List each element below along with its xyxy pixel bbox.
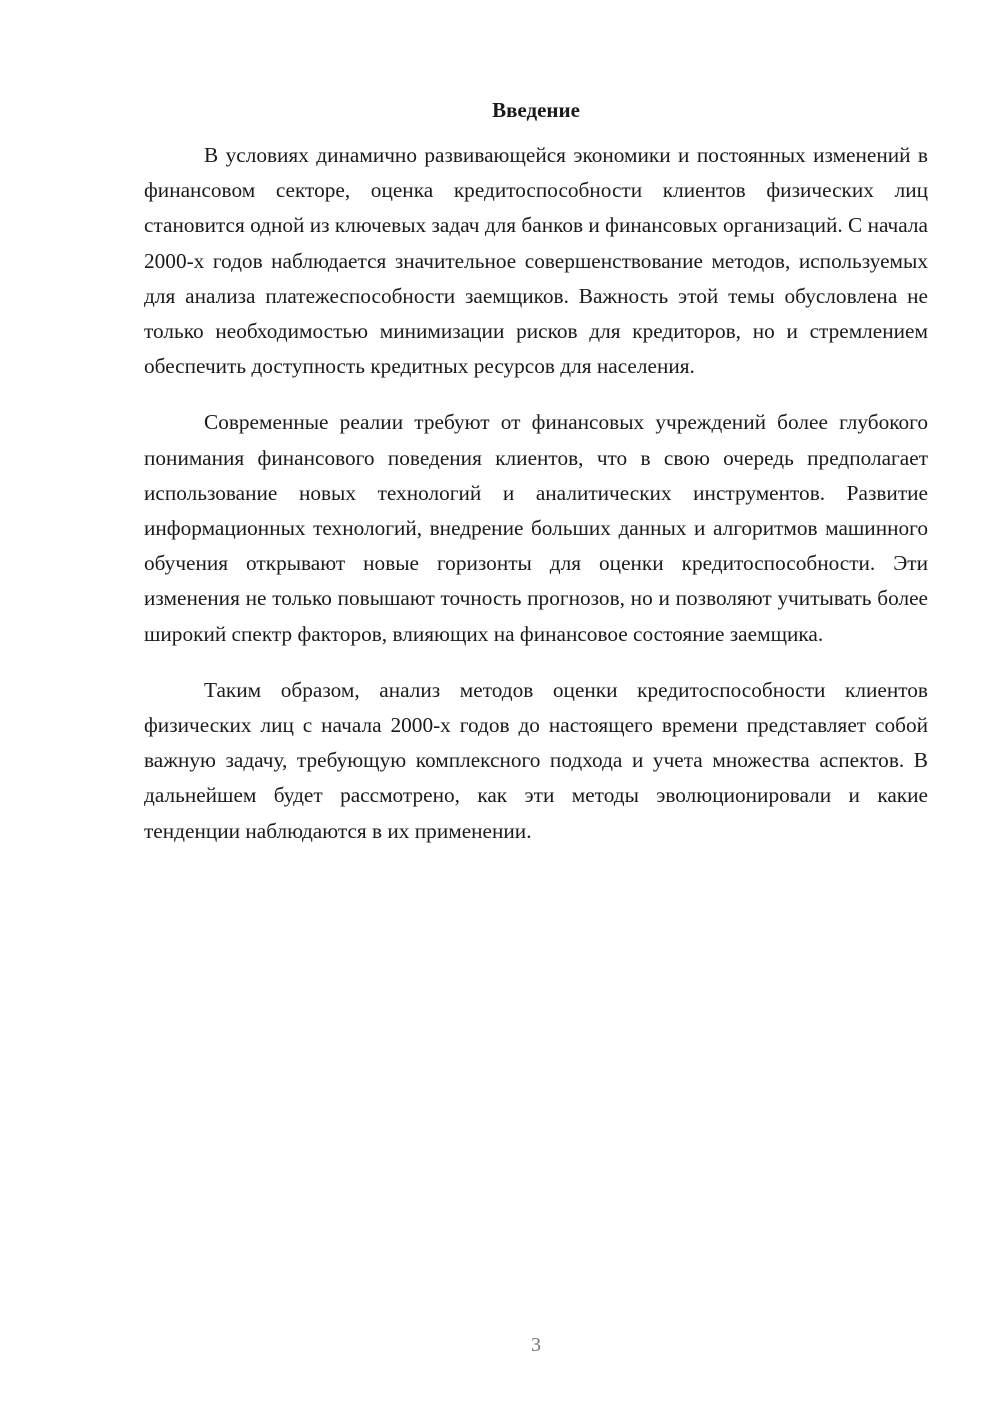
paragraph-3: Таким образом, анализ методов оценки кредитоспособности клиентов физических лиц с начала 2000-х годов до настоящего времени представляет собой важную задачу, требующую комплексного подхода и учета множества аспектов. В дальнейшем будет рассмотрено, как эти методы эволюционировали и какие тенденции наблюдаются в их применении. (144, 677, 928, 843)
page-number: 3 (531, 1334, 541, 1356)
paragraph-1: В условиях динамично развивающейся экономики и постоянных изменений в финансовом секторе, оценка кредитоспособности клиентов физических лиц становится одной из ключевых задач для банков и финансовых организаций. С начала 2000-х годов наблюдается значительное совершенствование методов, используемых для анализа платежеспособности заемщиков. Важность этой темы обусловлена не только необходимостью минимизации рисков для кредиторов, но и стремлением обеспечить доступность кредитных ресурсов для населения. (144, 143, 928, 379)
page-content (144, 96, 928, 870)
section-heading: Введение (492, 98, 580, 122)
paragraph-2: Современные реалии требуют от финансовых учреждений более глубокого понимания финансового поведения клиентов, что в свою очередь предполагает использование новых технологий и аналитических инструментов. Развитие информационных технологий, внедрение больших данных и алгоритмов машинного обучения открывают новые горизонты для оценки кредитоспособности. Эти изменения не только повышают точность прогнозов, но и позволяют учитывать более широкий спектр факторов, влияющих на финансовое состояние заемщика. (144, 410, 928, 646)
